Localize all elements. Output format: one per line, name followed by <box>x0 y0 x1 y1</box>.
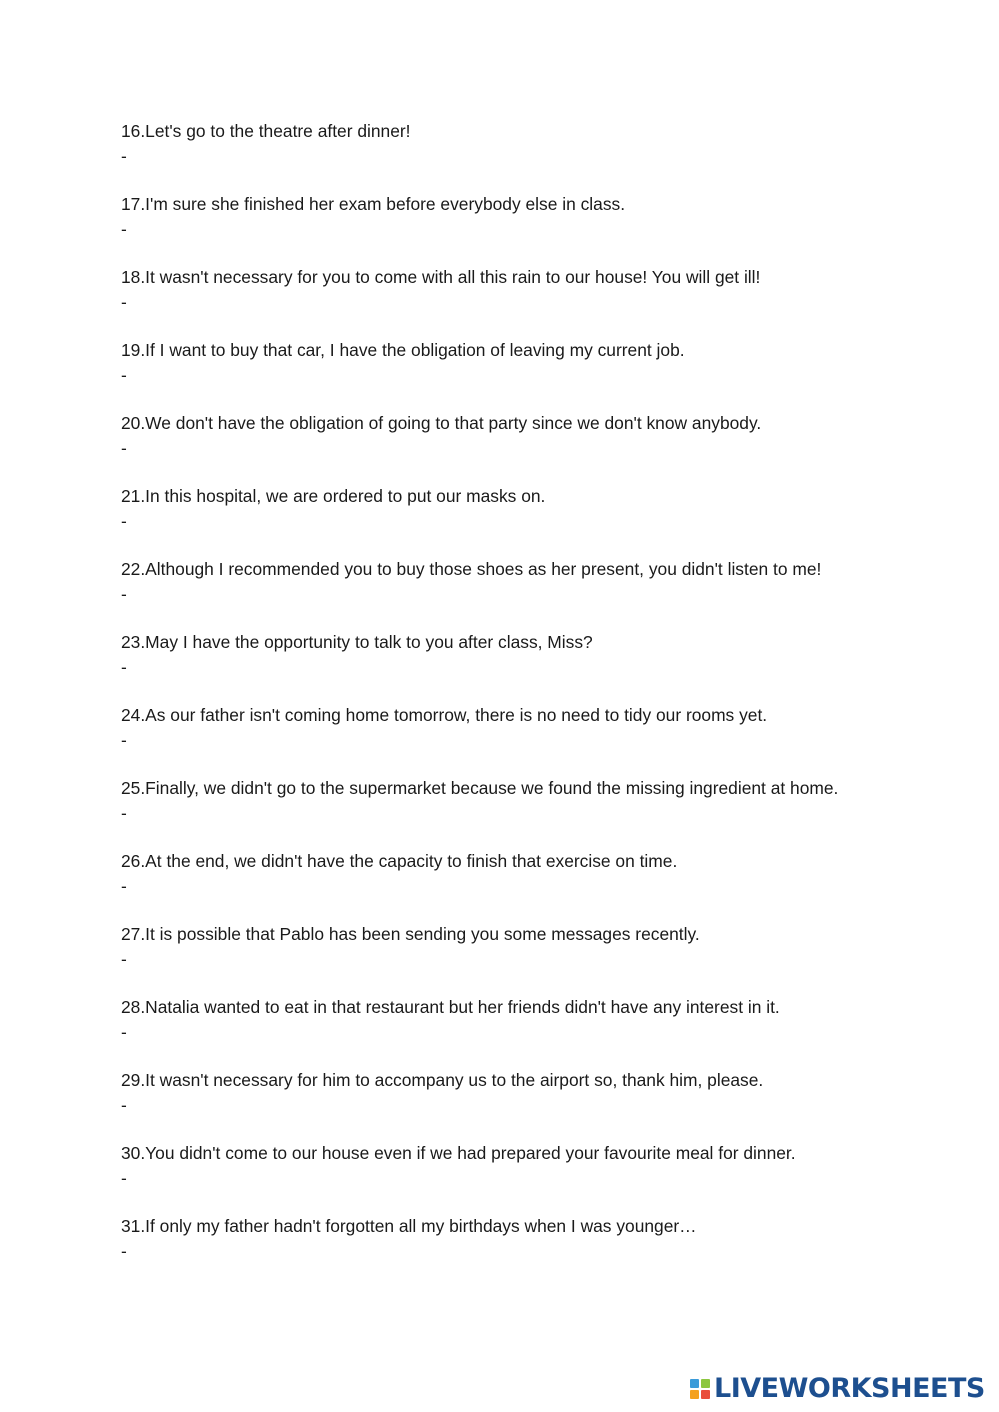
question-item <box>121 776 881 825</box>
logo-square-blue <box>690 1379 699 1388</box>
answer-line[interactable]: - <box>121 218 127 239</box>
question-text: 29.It wasn't necessary for him to accompany us to the airport so, thank him, please. <box>121 1070 764 1090</box>
question-item <box>121 557 881 606</box>
answer-line[interactable]: - <box>121 437 127 458</box>
question-item <box>121 265 881 314</box>
question-text: 31.If only my father hadn't forgotten all my birthdays when I was younger… <box>121 1216 697 1236</box>
question-text: 20.We don't have the obligation of going to that party since we don't know anybody. <box>121 413 762 433</box>
question-text: 19.If I want to buy that car, I have the obligation of leaving my current job. <box>121 340 685 360</box>
question-text: 28.Natalia wanted to eat in that restaurant but her friends didn't have any interest in it. <box>121 997 780 1017</box>
logo-square-green <box>701 1379 710 1388</box>
question-item <box>121 849 881 898</box>
question-item <box>121 192 881 241</box>
question-text: 26.At the end, we didn't have the capacity to finish that exercise on time. <box>121 851 678 871</box>
logo-text: LIVEWORKSHEETS <box>714 1373 985 1404</box>
logo-square-red <box>701 1390 710 1399</box>
question-item <box>121 1068 881 1117</box>
answer-line[interactable]: - <box>121 948 127 969</box>
answer-line[interactable]: - <box>121 583 127 604</box>
liveworksheets-logo <box>690 1372 985 1406</box>
answer-line[interactable]: - <box>121 1021 127 1042</box>
answer-line[interactable]: - <box>121 729 127 750</box>
question-text: 30.You didn't come to our house even if we had prepared your favourite meal for dinner. <box>121 1143 796 1163</box>
answer-line[interactable]: - <box>121 656 127 677</box>
question-item <box>121 703 881 752</box>
answer-line[interactable]: - <box>121 1167 127 1188</box>
question-item <box>121 484 881 533</box>
question-item <box>121 630 881 679</box>
question-item <box>121 995 881 1044</box>
question-text: 22.Although I recommended you to buy those shoes as her present, you didn't listen to me! <box>121 559 822 579</box>
question-text: 25.Finally, we didn't go to the supermarket because we found the missing ingredient at home. <box>121 778 839 798</box>
question-item <box>121 1214 881 1263</box>
question-text: 18.It wasn't necessary for you to come with all this rain to our house! You will get ill! <box>121 267 761 287</box>
question-item <box>121 411 881 460</box>
answer-line[interactable]: - <box>121 145 127 166</box>
question-item <box>121 338 881 387</box>
question-text: 27.It is possible that Pablo has been sending you some messages recently. <box>121 924 700 944</box>
answer-line[interactable]: - <box>121 802 127 823</box>
answer-line[interactable]: - <box>121 510 127 531</box>
question-text: 17.I'm sure she finished her exam before everybody else in class. <box>121 194 626 214</box>
answer-line[interactable]: - <box>121 291 127 312</box>
logo-mark-icon <box>690 1379 710 1399</box>
question-text: 16.Let's go to the theatre after dinner! <box>121 121 411 141</box>
question-item <box>121 1141 881 1190</box>
question-text: 21.In this hospital, we are ordered to put our masks on. <box>121 486 546 506</box>
answer-line[interactable]: - <box>121 875 127 896</box>
question-text: 24.As our father isn't coming home tomorrow, there is no need to tidy our rooms yet. <box>121 705 768 725</box>
logo-square-orange <box>690 1390 699 1399</box>
question-text: 23.May I have the opportunity to talk to you after class, Miss? <box>121 632 593 652</box>
answer-line[interactable]: - <box>121 1094 127 1115</box>
answer-line[interactable]: - <box>121 1240 127 1261</box>
question-item <box>121 119 881 168</box>
answer-line[interactable]: - <box>121 364 127 385</box>
question-list <box>121 119 881 1287</box>
question-item <box>121 922 881 971</box>
